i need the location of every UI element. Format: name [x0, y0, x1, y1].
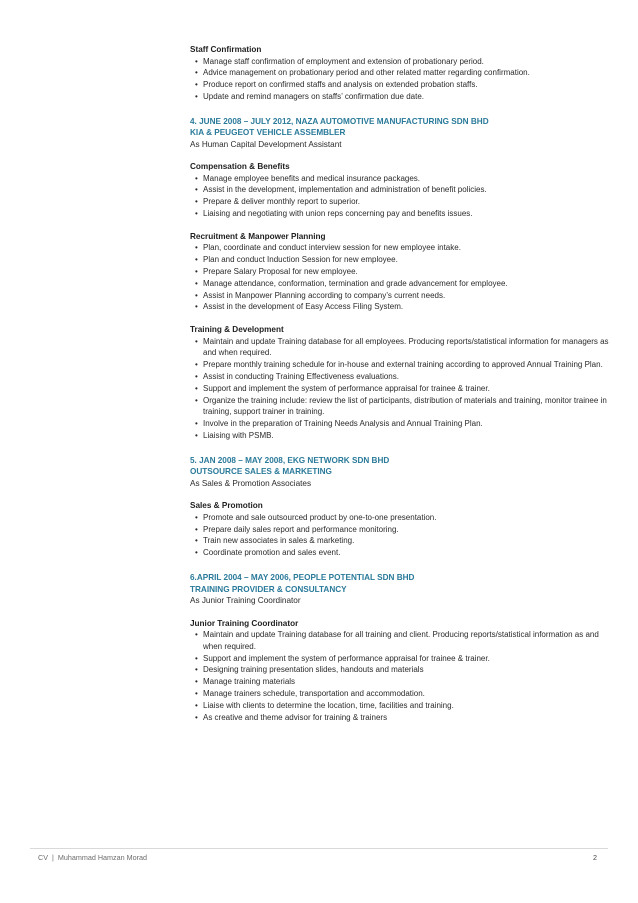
duty-block: [190, 231, 610, 313]
duty-list: [190, 242, 610, 313]
section-gap: [190, 150, 610, 161]
list-item: • Assist in Manpower Planning according to company’s current needs.: [195, 290, 610, 302]
duty-block: [190, 500, 610, 559]
footer-label: CV: [38, 853, 48, 862]
footer-author: [38, 853, 147, 862]
list-item: • Prepare daily sales report and performance monitoring.: [195, 524, 610, 536]
duty-list: [190, 336, 610, 442]
duty-block: [190, 324, 610, 442]
list-item: • Designing training presentation slides, handouts and materials: [195, 664, 610, 676]
footer-name: Muhammad Hamzan Morad: [57, 853, 147, 862]
list-item: • Produce report on confirmed staffs and analysis on extended probation staffs.: [195, 79, 610, 91]
list-item: • Liaising and negotiating with union reps concerning pay and benefits issues.: [195, 208, 610, 220]
list-item: • Train new associates in sales & marketing.: [195, 535, 610, 547]
list-item: • Prepare & deliver monthly report to superior.: [195, 196, 610, 208]
duty-list: [190, 173, 610, 220]
list-item: • Manage trainers schedule, transportation and accommodation.: [195, 688, 610, 700]
section-gap: [190, 489, 610, 500]
list-item: • Advice management on probationary period and other related matter regarding confirmation.: [195, 67, 610, 79]
job-company: 4. JUNE 2008 – JULY 2012, NAZA AUTOMOTIVE MANUFACTURING SDN BHD: [190, 116, 489, 126]
job-position: As Human Capital Development Assistant: [190, 139, 342, 149]
list-item: • Maintain and update Training database for all training and client. Producing reports/statistical information as and when required.: [195, 629, 610, 653]
list-item: • Manage staff confirmation of employment and extension of probationary period.: [195, 56, 610, 68]
job-position: As Junior Training Coordinator: [190, 596, 301, 606]
list-item: • Support and implement the system of performance appraisal for trainee & trainer.: [195, 383, 610, 395]
list-item: • Liaising with PSMB.: [195, 430, 610, 442]
section-gap: [190, 559, 610, 572]
job-position: As Sales & Promotion Associates: [190, 478, 312, 488]
job-header: [190, 455, 610, 490]
page-number: 2: [593, 853, 597, 862]
duty-block: [190, 44, 610, 103]
duty-list: [190, 56, 610, 103]
block-heading: Compensation & Benefits: [190, 162, 290, 172]
section-gap: [190, 103, 610, 116]
block-heading: Junior Training Coordinator: [190, 618, 299, 628]
section-gap: [190, 442, 610, 455]
cv-content: [190, 44, 610, 723]
list-item: • Manage employee benefits and medical insurance packages.: [195, 173, 610, 185]
list-item: • Plan and conduct Induction Session for new employee.: [195, 254, 610, 266]
block-heading: Training & Development: [190, 325, 284, 335]
job-division: OUTSOURCE SALES & MARKETING: [190, 467, 332, 477]
list-item: • Liaise with clients to determine the location, time, facilities and training.: [195, 700, 610, 712]
job-company: 5. JAN 2008 – MAY 2008, EKG NETWORK SDN BHD: [190, 455, 390, 465]
list-item: • As creative and theme advisor for training & trainers: [195, 712, 610, 724]
section-gap: [190, 607, 610, 618]
footer-divider: [30, 848, 608, 849]
list-item: • Manage training materials: [195, 676, 610, 688]
list-item: • Prepare Salary Proposal for new employee.: [195, 266, 610, 278]
duty-block: [190, 618, 610, 724]
list-item: • Coordinate promotion and sales event.: [195, 547, 610, 559]
section-gap: [190, 313, 610, 324]
list-item: • Prepare monthly training schedule for in-house and external training according to approved Annual Training Plan.: [195, 359, 610, 371]
duty-list: [190, 512, 610, 559]
block-heading: Staff Confirmation: [190, 45, 262, 54]
list-item: • Involve in the preparation of Training Needs Analysis and Annual Training Plan.: [195, 418, 610, 430]
job-header: [190, 116, 610, 151]
list-item: • Plan, coordinate and conduct interview session for new employee intake.: [195, 242, 610, 254]
list-item: • Maintain and update Training database for all employees. Producing reports/statistical information for managers as and when required.: [195, 336, 610, 360]
list-item: • Update and remind managers on staffs’ confirmation due date.: [195, 91, 610, 103]
list-item: • Assist in the development, implementation and administration of benefit policies.: [195, 184, 610, 196]
list-item: • Manage attendance, conformation, termination and grade advancement for employee.: [195, 278, 610, 290]
list-item: • Support and implement the system of performance appraisal for trainee & trainer.: [195, 653, 610, 665]
duty-list: [190, 629, 610, 723]
list-item: • Assist in conducting Training Effectiveness evaluations.: [195, 371, 610, 383]
list-item: • Promote and sale outsourced product by one-to-one presentation.: [195, 512, 610, 524]
job-division: KIA & PEUGEOT VEHICLE ASSEMBLER: [190, 128, 346, 138]
list-item: • Organize the training include: review the list of participants, distribution of materials and training, monitor trainee in training, support trainer in training.: [195, 395, 610, 419]
job-header: [190, 572, 610, 607]
footer-separator: |: [52, 853, 54, 862]
job-company: 6.APRIL 2004 – MAY 2006, PEOPLE POTENTIAL SDN BHD: [190, 573, 415, 583]
block-heading: Sales & Promotion: [190, 501, 263, 511]
block-heading: Recruitment & Manpower Planning: [190, 231, 326, 241]
section-gap: [190, 220, 610, 231]
job-division: TRAINING PROVIDER & CONSULTANCY: [190, 584, 347, 594]
duty-block: [190, 161, 610, 220]
list-item: • Assist in the development of Easy Access Filing System.: [195, 301, 610, 313]
